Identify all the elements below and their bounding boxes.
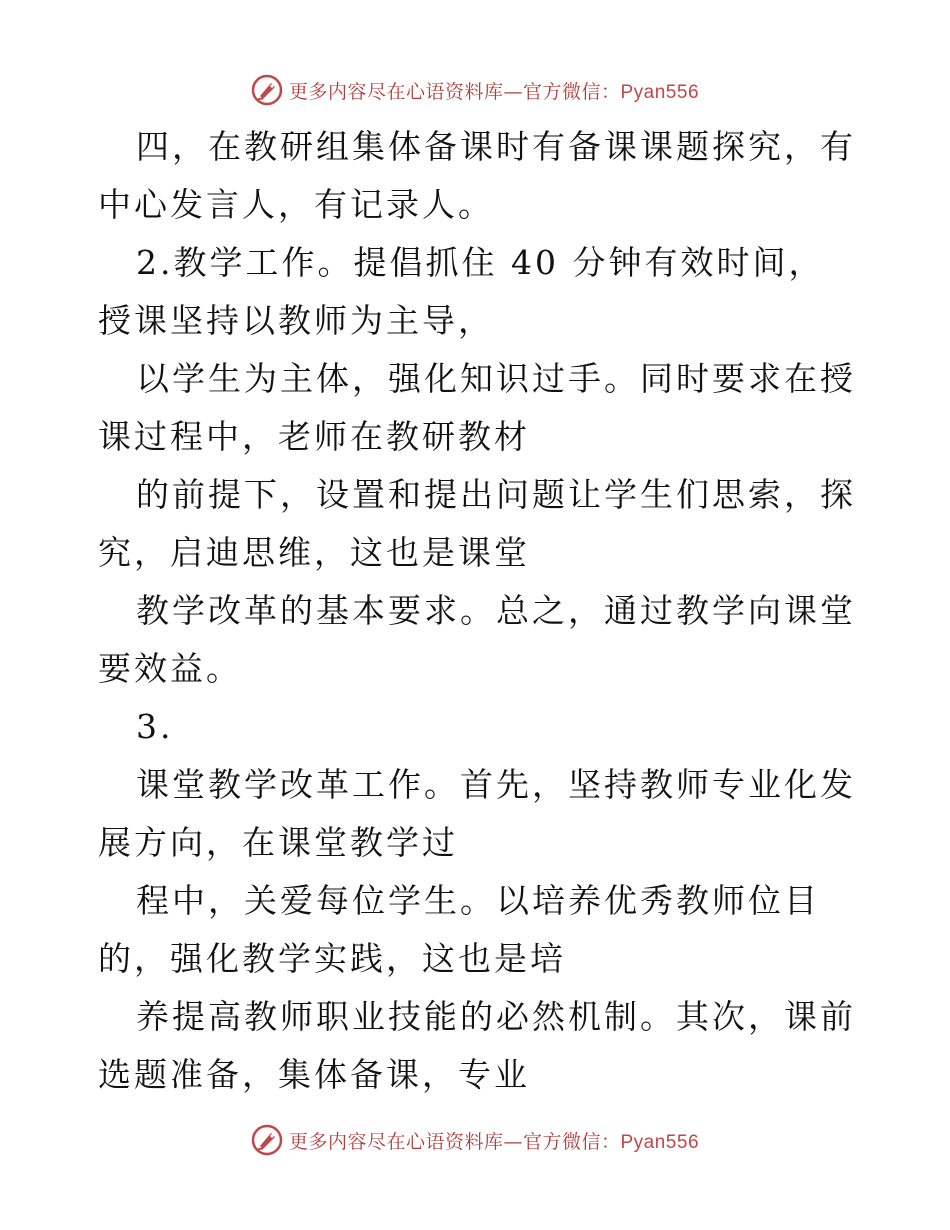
header-sep-text: —官方微信：	[503, 80, 621, 103]
paragraph: 程中，关爱每位学生。以培养优秀教师位目的，强化教学实践，这也是培	[98, 881, 820, 978]
paragraph: 以学生为主体，强化知识过手。同时要求在授课过程中，老师在教研教材	[98, 359, 856, 456]
paragraph: 教学改革的基本要求。总之，通过教学向课堂要效益。	[98, 591, 856, 688]
footer-wechat-id: Pyan556	[620, 1131, 700, 1153]
paragraph: 的前提下，设置和提出问题让学生们思索，探究，启迪思维，这也是课堂	[98, 475, 856, 572]
footer-sep-text: —官方微信：	[503, 1130, 621, 1153]
header-banner	[0, 70, 950, 110]
paragraph: 3.	[136, 707, 174, 746]
header-wechat-id: Pyan556	[620, 81, 700, 103]
pen-nib-logo-icon	[251, 1124, 283, 1156]
footer-banner	[0, 1120, 950, 1160]
paragraph: 课堂教学改革工作。首先，坚持教师专业化发展方向，在课堂教学过	[98, 765, 856, 862]
paragraph: 养提高教师职业技能的必然机制。其次，课前选题准备，集体备课，专业	[98, 997, 856, 1094]
header-banner-text	[289, 77, 699, 104]
document-body	[98, 118, 858, 1104]
paragraph: 2.教学工作。提倡抓住 40 分钟有效时间，授课坚持以教师为主导，	[98, 243, 825, 340]
paragraph: 四，在教研组集体备课时有备课课题探究，有中心发言人，有记录人。	[98, 127, 856, 224]
header-brand-text: 更多内容尽在心语资料库	[288, 80, 504, 103]
footer-banner-text	[289, 1127, 699, 1154]
footer-brand-text: 更多内容尽在心语资料库	[288, 1130, 504, 1153]
pen-nib-logo-icon	[251, 74, 283, 106]
